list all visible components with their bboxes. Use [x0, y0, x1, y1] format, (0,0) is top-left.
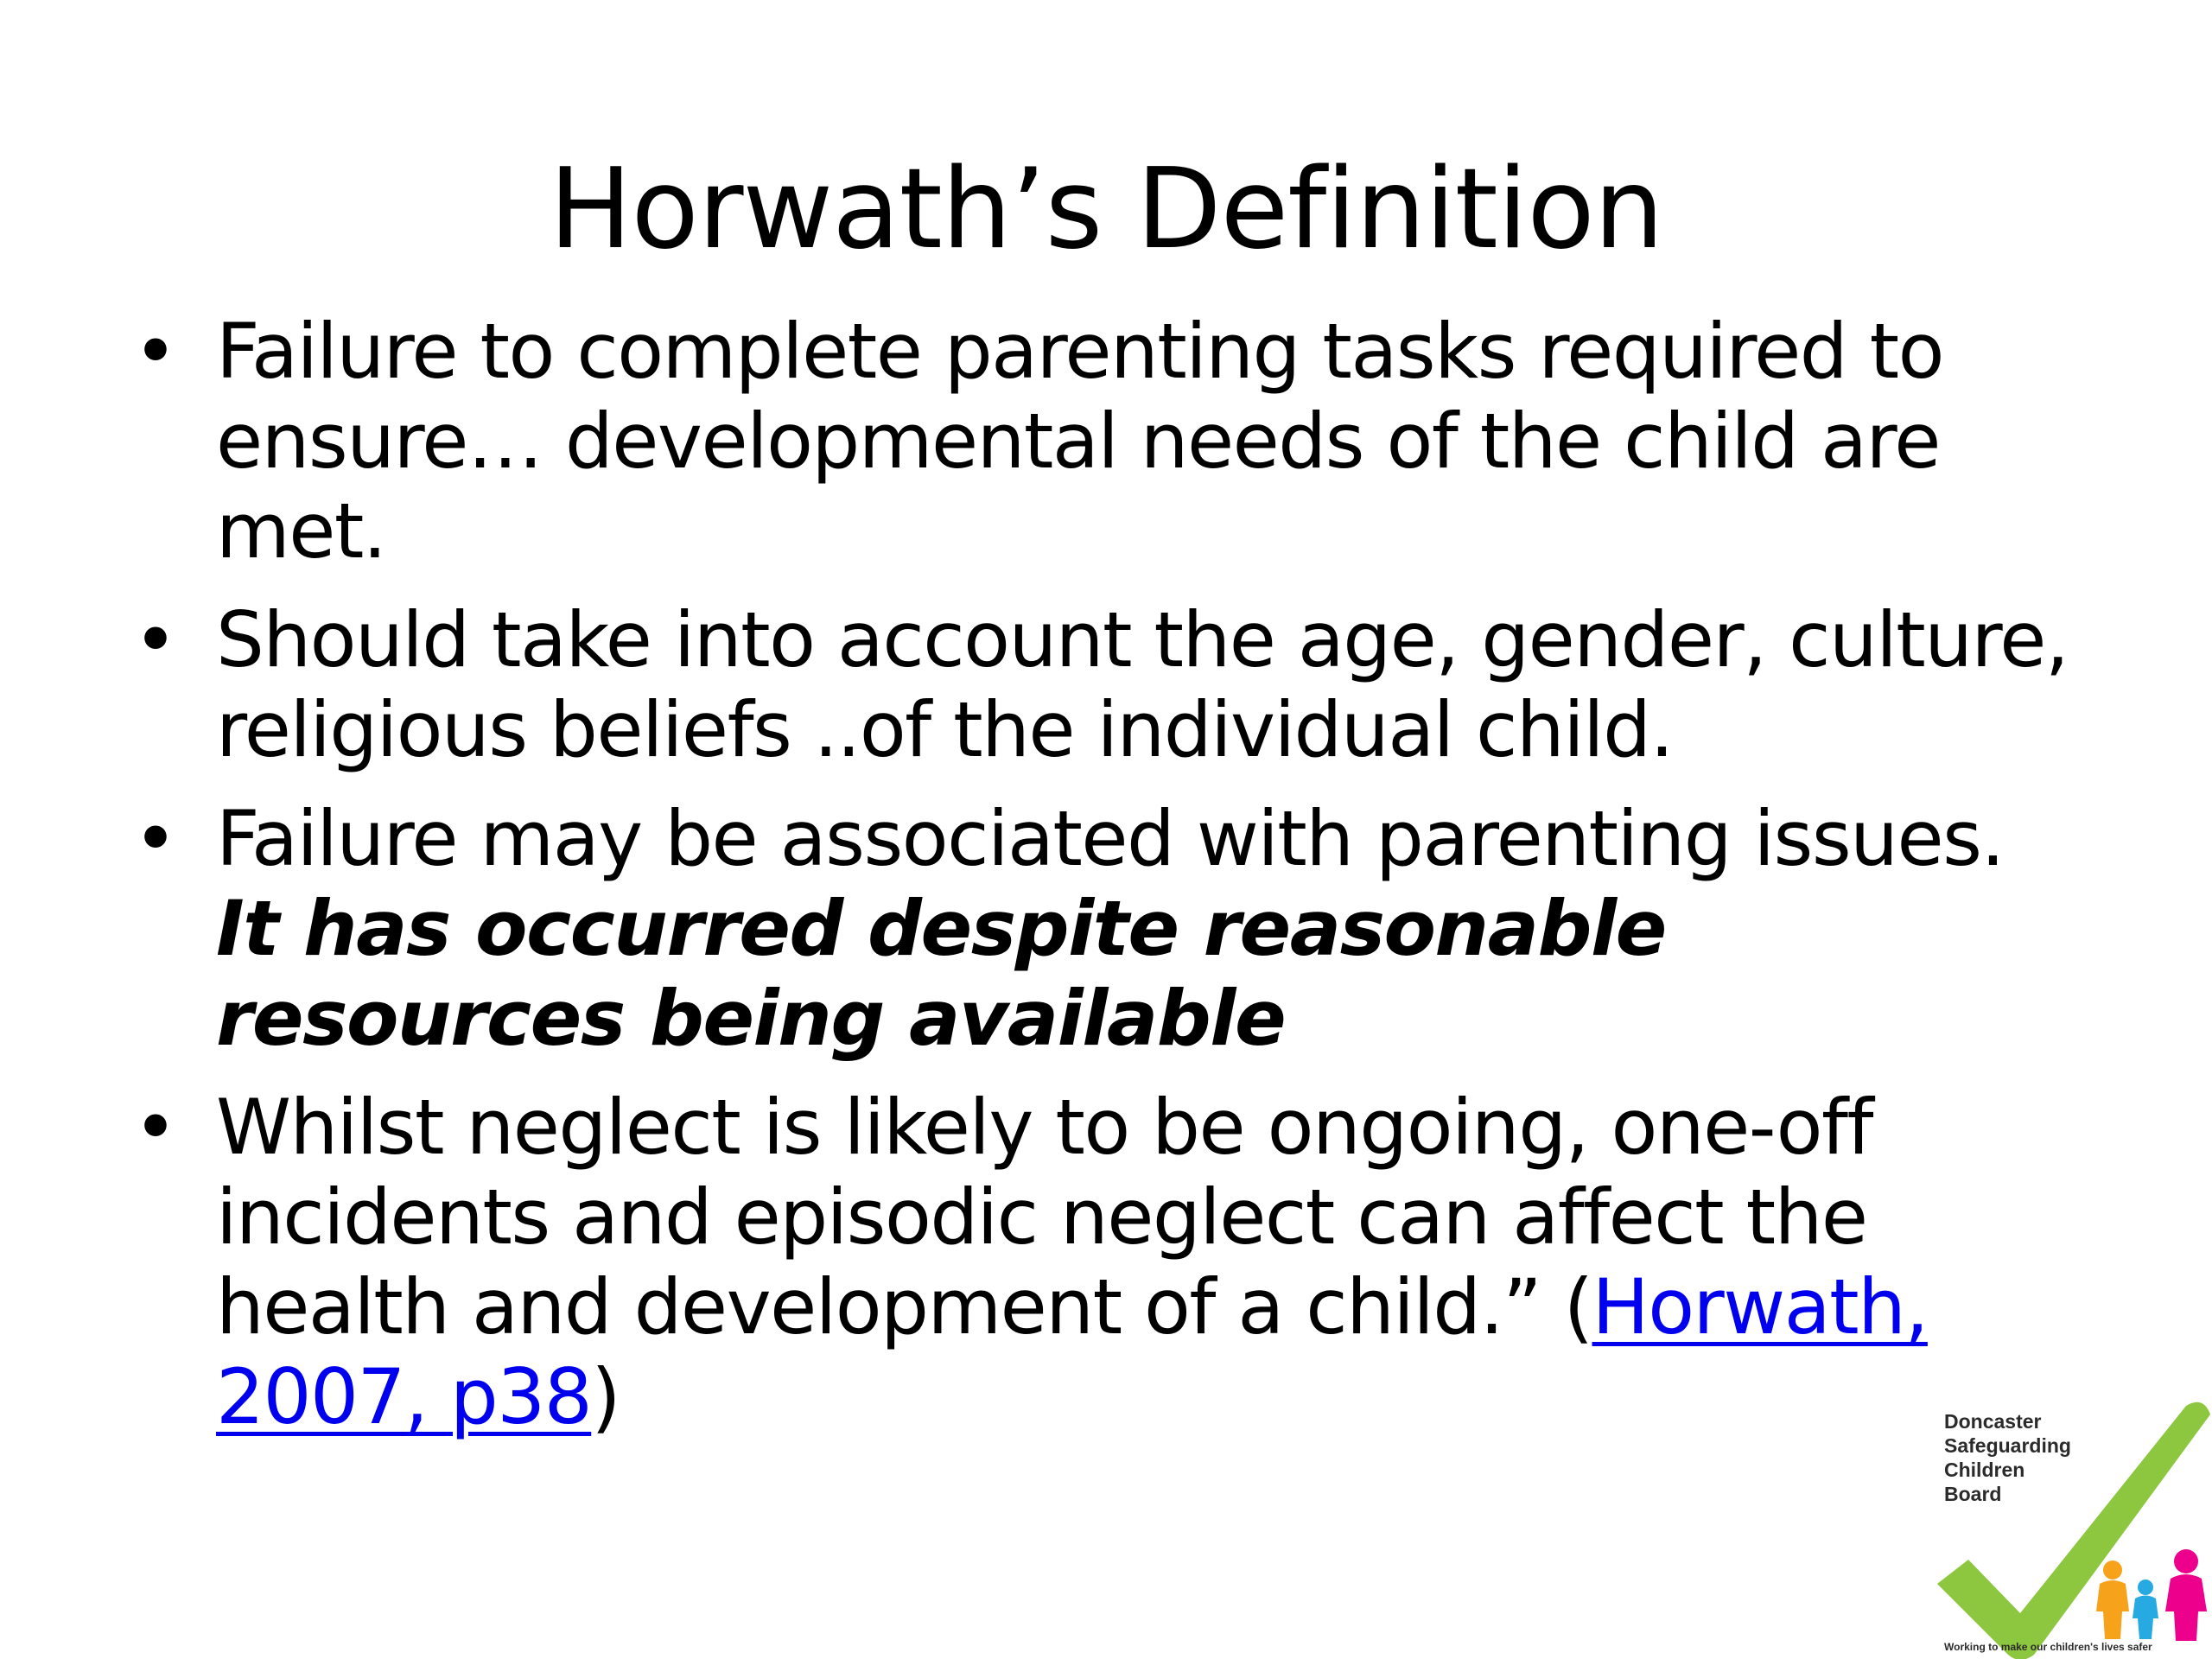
- logo-tagline: Working to make our children's lives safer: [1944, 1641, 2152, 1653]
- bullet-dot-icon: •: [133, 1083, 177, 1172]
- slide-title: Horwath’s Definition: [549, 145, 1663, 274]
- reference-link[interactable]: Horwath, 2007, p38: [216, 1262, 1928, 1441]
- bullet-item: [130, 307, 2082, 576]
- bullet-text-end: ): [591, 1352, 620, 1441]
- bullet-emphasis-text: It has occurred despite reasonable resources being available: [216, 884, 1666, 1063]
- bullet-text: Failure to complete parenting tasks required to ensure… developmental needs of the child are met.: [216, 307, 1943, 575]
- bullet-dot-icon: •: [133, 307, 177, 396]
- bullet-text: Whilst neglect is likely to be ongoing, one-off incidents and episodic neglect can affect the health and development of a child.” (: [216, 1083, 1872, 1351]
- dscb-logo: [1927, 1395, 2212, 1659]
- bullet-text: Should take into account the age, gender, culture, religious beliefs ..of the individual child.: [216, 595, 2069, 774]
- bullet-item: [130, 595, 2082, 775]
- bullet-dot-icon: •: [133, 595, 177, 684]
- logo-name: Doncaster Safeguarding Children Board: [1944, 1410, 2071, 1505]
- bullet-list: [130, 307, 2082, 1461]
- bullet-text: Failure may be associated with parenting issues.: [216, 794, 2004, 883]
- family-figures-icon: [2096, 1549, 2207, 1641]
- bullet-item: [130, 794, 2082, 1064]
- bullet-dot-icon: •: [133, 794, 177, 883]
- bullet-item: [130, 1083, 2082, 1442]
